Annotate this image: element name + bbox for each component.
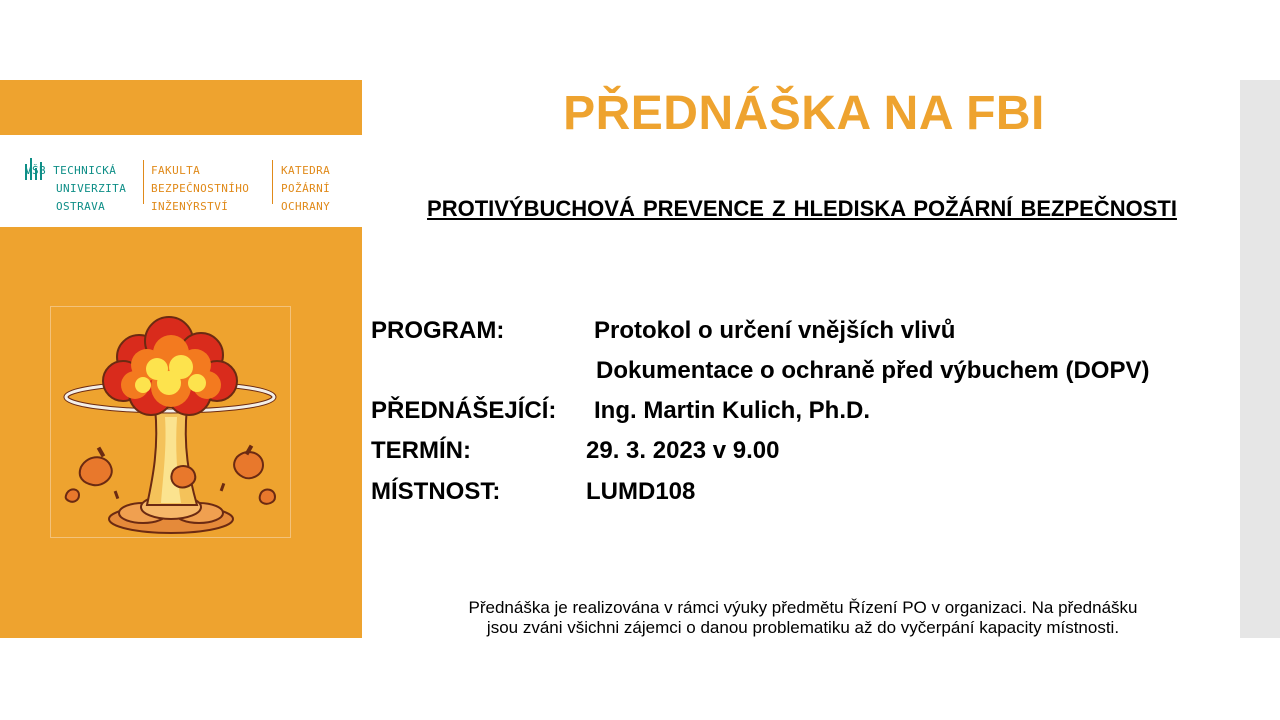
program-label: PROGRAM: (371, 317, 505, 344)
footer-line: Přednáška je realizována v rámci výuky předmětu Řízení PO v organizaci. Na přednášku (468, 598, 1138, 617)
logo-separator (272, 160, 273, 204)
lecturer-name: Ing. Martin Kulich, Ph.D. (594, 397, 870, 424)
date-label: TERMÍN: (371, 437, 471, 464)
logo-faculty-line: BEZPEČNOSTNÍHO (151, 182, 250, 195)
footer-note (382, 598, 1224, 638)
logo-university-line: UNIVERZITA (56, 182, 127, 195)
logo-university (25, 162, 126, 216)
logo-faculty-line: INŽENÝRSTVÍ (151, 200, 229, 213)
logo-faculty-line: FAKULTA (151, 164, 201, 177)
room-label: MÍSTNOST: (371, 478, 501, 505)
logo-university-line: VŠB TECHNICKÁ (25, 164, 117, 177)
footer-line: jsou zváni všichni zájemci o danou problematiku až do vyčerpání kapacity místnosti. (486, 618, 1120, 637)
logo-separator (143, 160, 144, 204)
logo-university-line: OSTRAVA (56, 200, 106, 213)
lecture-subtitle: PROTIVÝBUCHOVÁ PREVENCE Z HLEDISKA POŽÁRNÍ BEZPEČNOSTI (427, 196, 1177, 221)
explosion-illustration-icon (51, 307, 290, 537)
program-item: Protokol o určení vnějších vlivů (594, 317, 956, 344)
room-value: LUMD108 (586, 478, 696, 505)
logo-department (281, 162, 330, 216)
logo-department-line: POŽÁRNÍ (281, 182, 331, 195)
program-item: Dokumentace o ochraně před výbuchem (DOPV) (596, 357, 1150, 384)
lecturer-label: PŘEDNÁŠEJÍCÍ: (371, 397, 557, 424)
explosion-illustration-frame (50, 306, 291, 538)
logo-department-line: OCHRANY (281, 200, 331, 213)
page-title: PŘEDNÁŠKA NA FBI (563, 87, 1045, 140)
logo-department-line: KATEDRA (281, 164, 331, 177)
right-grey-strip (1240, 80, 1280, 638)
date-value: 29. 3. 2023 v 9.00 (586, 437, 780, 464)
logo-faculty (151, 162, 249, 216)
